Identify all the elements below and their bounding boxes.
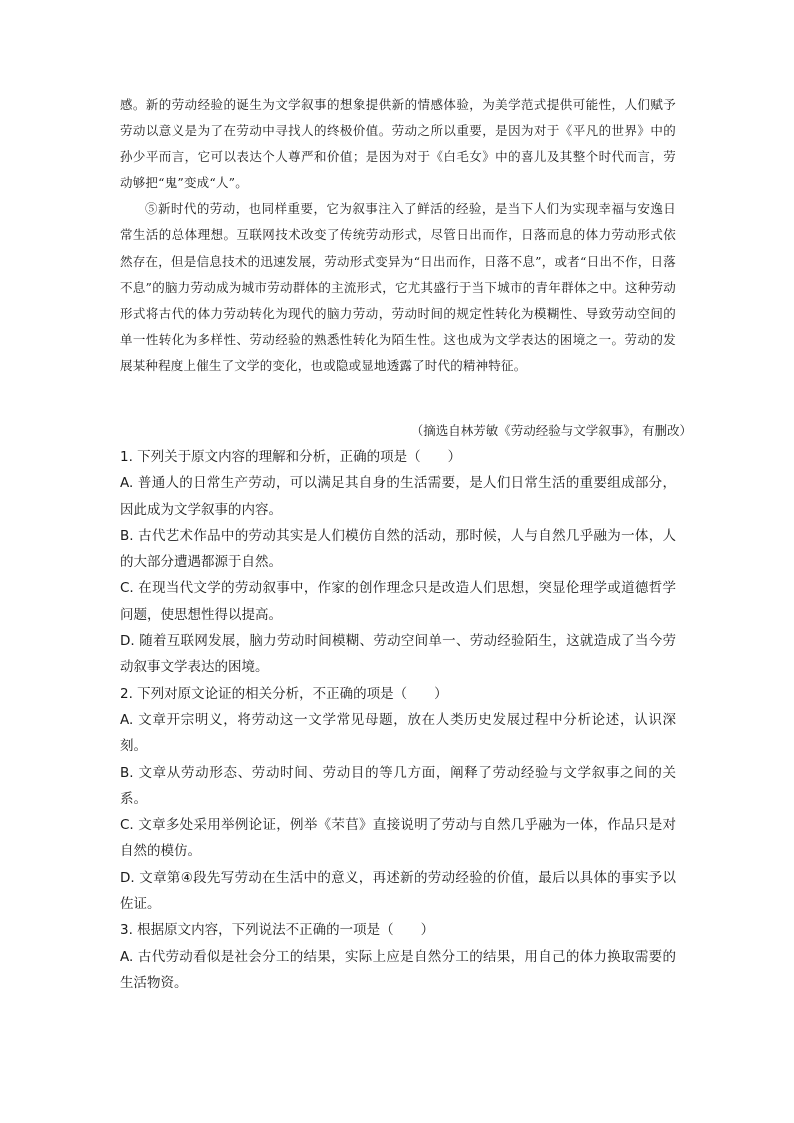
question-2-option-b: B. 文章从劳动形态、劳动时间、劳动目的等几方面，阐释了劳动经验与文学叙事之间的关系。 <box>120 764 676 807</box>
question-2-option-c: C. 文章多处采用举例论证，例举《芣苢》直接说明了劳动与自然几乎融为一体，作品只是对自然的模仿。 <box>120 817 676 860</box>
passage-source: （摘选自林芳敏《劳动经验与文学叙事》，有删改） <box>410 423 692 438</box>
passage-paragraph-4-end: 感。新的劳动经验的诞生为文学叙事的想象提供新的情感体验，为美学范式提供可能性，人们赋予劳动以意义是为了在劳动中寻找人的终极价值。劳动之所以重要，是因为对于《平凡的世界》中的孙少平而言，它可以表达个人尊严和价值；是因为对于《白毛女》中的喜儿及其整个时代而言，劳动够把“鬼”变成“人”。 <box>120 97 676 191</box>
question-2-option-d: D. 文章第④段先写劳动在生活中的意义，再述新的劳动经验的价值，最后以具体的事实予以佐证。 <box>120 869 676 913</box>
question-1-option-d: D. 随着互联网发展，脑力劳动时间模糊、劳动空间单一、劳动经验陌生，这就造成了当今劳动叙事文学表达的困境。 <box>120 633 676 676</box>
passage-paragraph-5: ⑤新时代的劳动，也同样重要，它为叙事注入了鲜活的经验，是当下人们为实现幸福与安逸日常生活的总体理想。互联网技术改变了传统劳动形式，尽管日出而作，日落而息的体力劳动形式依然存在，但是信息技术的迅速发展，劳动形式变异为“日出而作，日落不息”，或者“日出不作，日落不息”的脑力劳动成为城市劳动群体的主流形式，它尤其盛行于当下城市的青年群体之中。这种劳动形式将古代的体力劳动转化为现代的脑力劳动，劳动时间的规定性转化为模糊性、导致劳动空间的单一性转化为多样性、劳动经验的熟悉性转化为陌生性。这也成为文学表达的困境之一。劳动的发展某种程度上催生了文学的变化，也或隐或显地透露了时代的精神特征。 <box>120 201 676 373</box>
question-list <box>120 444 676 996</box>
question-3-stem: 3. 根据原文内容，下列说法不正确的一项是（ ） <box>120 922 435 939</box>
question-2-stem: 2. 下列对原文论证的相关分析，不正确的项是（ ） <box>120 685 448 702</box>
question-1-stem: 1. 下列关于原文内容的理解和分析，正确的项是（ ） <box>120 449 462 465</box>
question-1-option-a: A. 普通人的日常生产劳动，可以满足其自身的生活需要，是人们日常生活的重要组成部分，因此成为文学叙事的内容。 <box>120 475 676 518</box>
question-3-option-a: A. 古代劳动看似是社会分工的结果，实际上应是自然分工的结果，用自己的体力换取需要的生活物资。 <box>120 948 676 991</box>
question-1-option-b: B. 古代艺术作品中的劳动其实是人们模仿自然的活动，那时候，人与自然几乎融为一体，人的大部分遭遇都源于自然。 <box>120 527 676 571</box>
reading-passage <box>120 92 676 379</box>
question-1-option-c: C. 在现当代文学的劳动叙事中，作家的创作理念只是改造人们思想，突显伦理学或道德哲学问题，使思想性得以提高。 <box>120 580 676 623</box>
question-2-option-a: A. 文章开宗明义，将劳动这一文学常见母题，放在人类历史发展过程中分析论述，认识深刻。 <box>120 711 676 755</box>
